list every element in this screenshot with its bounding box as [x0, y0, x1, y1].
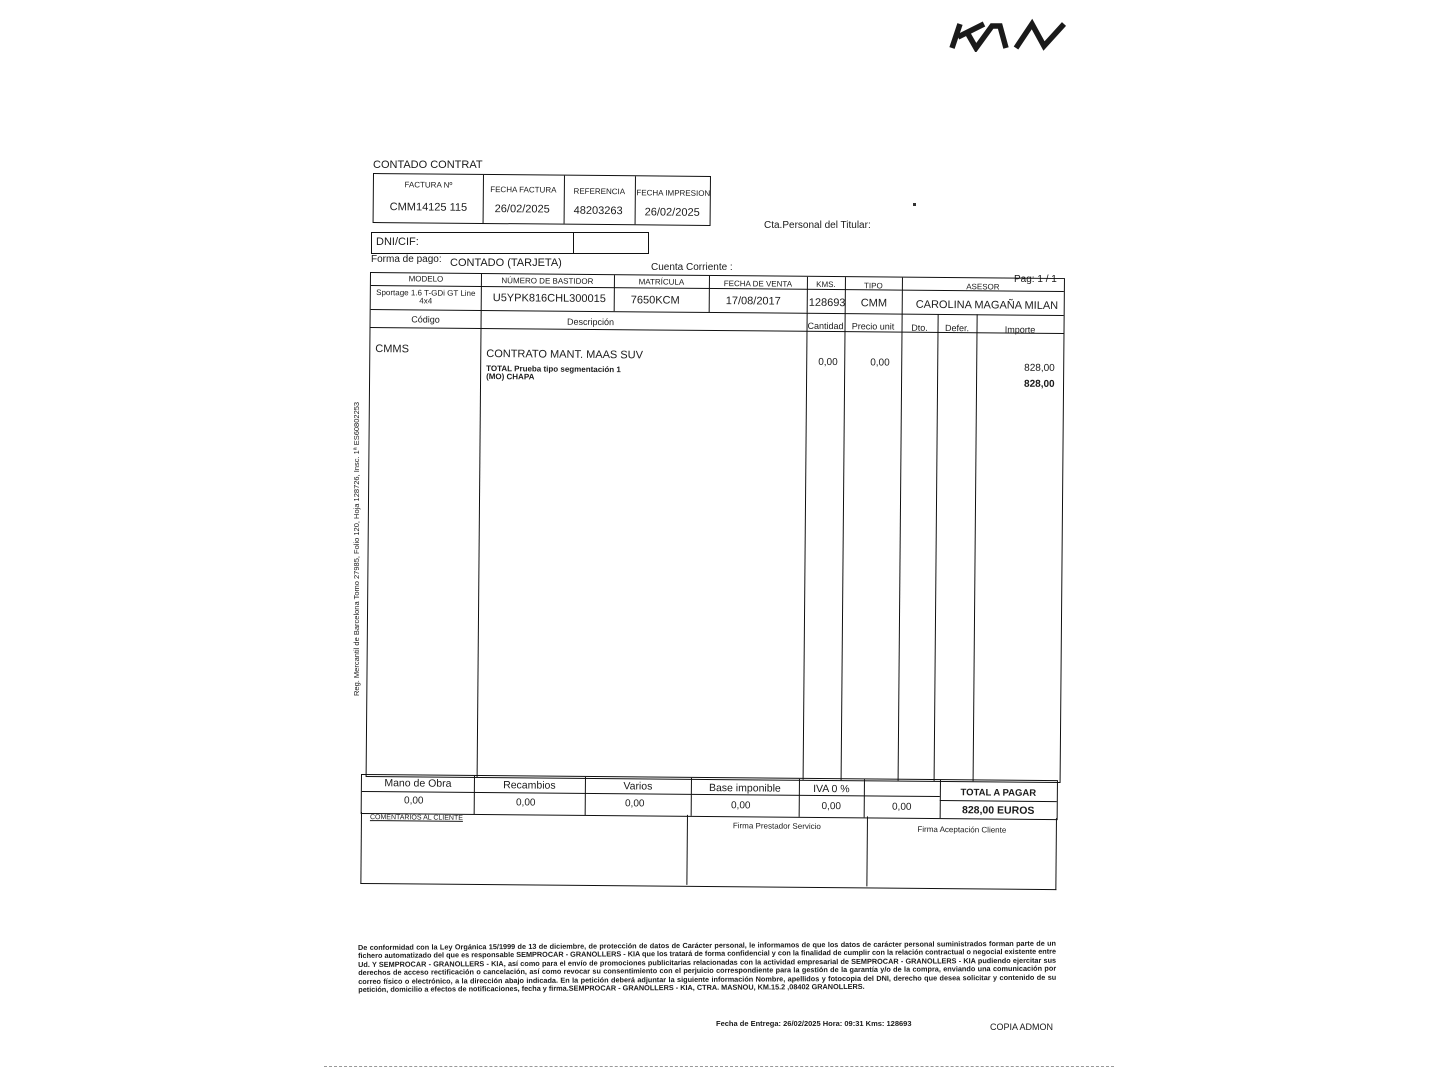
matricula-label: MATRÍCULA	[638, 277, 685, 287]
line-total-label-2: (MO) CHAPA	[486, 372, 535, 382]
col-codigo: Código	[411, 314, 440, 325]
bastidor-label: NÚMERO DE BASTIDOR	[501, 276, 594, 286]
mano-obra-label: Mano de Obra	[384, 777, 452, 790]
col-descripcion: Descripción	[567, 316, 615, 328]
line-descripcion: CONTRATO MANT. MAAS SUV	[486, 348, 644, 362]
legal-text: De conformidad con la Ley Orgánica 15/1999 de 13 de diciembre, de protección de datos de Carácter personal, le informamos de que los datos de carácter personal suministrados forman parte de un fichero automatizado del que es responsable SEMPROCAR - GRANOLLERS - KIA que los tratará de forma confidencial y con la finalidad de cumplir con la relación contractual o negocial existente entre Ud. Y SEMPROCAR - GRANOLLERS - KIA, así como para el envío de promociones publicitarias relacionadas con la actividad empresarial de SEMPROCAR - GRANOLLERS - KIA pudiendo ejercitar sus derechos de acceso rectificación o cancelación, así como revocar su consentimiento con el perjuicio correspondiente para la gestión de la garantía y/o de la compra, enviando una comunicación por correo físico o electrónico, a la dirección abajo indicada. En la petición deberá adjuntar la siguiente información Nombre, apellidos y fotocopia del DNI, derecho que desea solicitar y contenido de su petición, domicilio a efectos de notificaciones, fecha y firma.SEMPROCAR - GRANOLLERS - KIA, CTRA. MASNOU, KM.15.2 ,08402 GRANOLLERS.	[357, 938, 1057, 995]
mano-obra-value: 0,00	[403, 795, 424, 807]
asesor-label: ASESOR	[966, 282, 1000, 292]
bastidor-value: U5YPK816CHL300015	[492, 292, 606, 306]
delivery-info: Fecha de Entrega: 26/02/2025 Hora: 09:31 Kms: 128693	[716, 1019, 912, 1028]
referencia-value: 48203263	[573, 204, 623, 218]
line-precio-unit: 0,00	[870, 357, 890, 369]
col-defer: Defer.	[944, 323, 970, 334]
varios-label: Varios	[623, 780, 653, 793]
forma-pago-label: Forma de pago:	[371, 254, 442, 265]
doc-type: CONTADO CONTRAT	[373, 159, 483, 171]
modelo-value-2: 4x4	[419, 296, 433, 306]
line-total-label-1: TOTAL Prueba tipo segmentación 1	[486, 364, 621, 375]
factura-label: FACTURA Nº	[404, 180, 453, 190]
modelo-value-1: Sportage 1.6 T-GDi GT Line	[376, 288, 476, 298]
dni-box	[371, 232, 649, 254]
col-importe: Importe	[1004, 324, 1036, 335]
bottom-border-line	[324, 1066, 1114, 1067]
tipo-value: CMM	[860, 297, 888, 310]
col-dto: Dto.	[911, 322, 928, 333]
main-table	[366, 272, 1065, 783]
invoice-box	[373, 173, 711, 226]
line-total-importe: 828,00	[1023, 378, 1055, 390]
kia-logo	[948, 18, 1070, 52]
total-value: 828,00 EUROS	[961, 804, 1035, 817]
fecha-impresion-label: FECHA IMPRESION	[636, 188, 711, 198]
col-cantidad: Cantidad	[807, 320, 844, 332]
iva-value: 0,00	[821, 801, 842, 813]
base-value: 0,00	[730, 800, 751, 812]
line-importe: 828,00	[1024, 362, 1055, 374]
kia-logo-icon	[948, 18, 1070, 52]
tipo-label: TIPO	[864, 281, 883, 291]
base-label: Base imponible	[708, 782, 781, 795]
line-codigo: CMMS	[375, 343, 409, 356]
fecha-factura-value: 26/02/2025	[494, 203, 550, 216]
cta-personal-label: Cta.Personal del Titular:	[764, 220, 871, 231]
firma-cliente-label: Firma Aceptación Cliente	[917, 824, 1007, 835]
extra-value: 0,00	[891, 801, 912, 813]
kms-value: 128693	[808, 296, 846, 310]
page-number: Pag: 1 / 1	[1014, 274, 1057, 285]
kms-label: KMS.	[816, 279, 836, 290]
varios-value: 0,00	[624, 798, 645, 810]
fecha-factura-label: FECHA FACTURA	[490, 185, 557, 195]
firma-prestador-label: Firma Prestador Servicio	[732, 821, 821, 832]
dot-mark	[913, 203, 916, 206]
total-label: TOTAL A PAGAR	[960, 787, 1037, 799]
iva-label: IVA 0 %	[813, 782, 850, 796]
factura-value: CMM14125 115	[389, 201, 468, 214]
fecha-venta-value: 17/08/2017	[725, 295, 781, 308]
fecha-impresion-value: 26/02/2025	[644, 206, 700, 219]
fecha-venta-label: FECHA DE VENTA	[723, 279, 793, 289]
recambios-value: 0,00	[515, 797, 536, 809]
line-cantidad: 0,00	[818, 356, 838, 369]
copy-label: COPIA ADMON	[990, 1022, 1054, 1032]
recambios-label: Recambios	[503, 779, 556, 792]
signature-box	[360, 812, 1057, 890]
modelo-label: MODELO	[408, 274, 444, 284]
comentarios-label: COMENTARIOS AL CLIENTE	[369, 814, 463, 822]
col-precio-unit: Precio unit	[851, 321, 895, 332]
dni-label: DNI/CIF:	[376, 236, 419, 248]
asesor-value: CAROLINA MAGAÑA MILAN	[915, 298, 1059, 313]
matricula-value: 7650KCM	[630, 294, 680, 307]
registry-side-text: Reg. Mercantil de Barcelona Tomo 27985, Folio 120, Hoja 128726, Insc. 1ª ES60802253	[352, 401, 361, 696]
referencia-label: REFERENCIA	[573, 186, 626, 197]
cuenta-corriente-label: Cuenta Corriente :	[651, 262, 733, 273]
forma-pago-value: CONTADO (TARJETA)	[450, 257, 562, 269]
